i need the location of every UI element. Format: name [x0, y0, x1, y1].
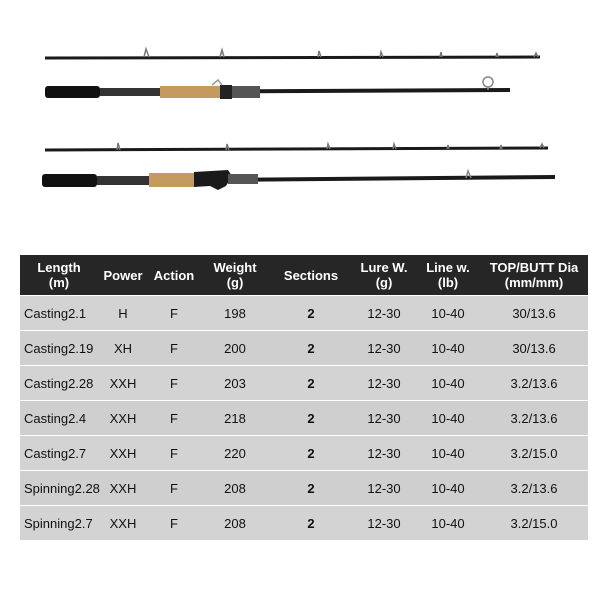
rod-2-butt-section	[42, 170, 555, 190]
header-lure-weight: Lure W. (g)	[360, 260, 408, 290]
cell-weight: 218	[224, 410, 246, 426]
header-weight: Weight (g)	[213, 260, 257, 290]
cell-power: XXH	[109, 480, 137, 496]
cell-top-butt-dia: 3.2/13.6	[510, 375, 558, 391]
cell-power: XXH	[109, 445, 137, 461]
header-power: Power	[103, 267, 143, 283]
cell-lure-weight: 12-30	[367, 305, 401, 321]
cell-length: Spinning2.7	[24, 515, 93, 531]
table-body	[20, 295, 588, 540]
cell-action: F	[170, 340, 178, 356]
cell-action: F	[170, 375, 178, 391]
header-line-weight: Line w. (lb)	[426, 260, 470, 290]
cell-action: F	[170, 515, 178, 531]
cell-lure-weight: 12-30	[367, 410, 401, 426]
header-sections: Sections	[283, 267, 339, 283]
table-row	[20, 435, 588, 470]
cell-power: XXH	[109, 375, 137, 391]
cell-sections: 2	[307, 515, 315, 531]
cell-line-weight: 10-40	[431, 340, 465, 356]
cell-top-butt-dia: 3.2/13.6	[510, 410, 558, 426]
cell-power: H	[118, 305, 128, 321]
cell-line-weight: 10-40	[431, 515, 465, 531]
rod-1-butt-section	[45, 77, 510, 99]
cell-power: XXH	[109, 515, 137, 531]
cell-top-butt-dia: 30/13.6	[512, 305, 556, 321]
cell-sections: 2	[307, 445, 315, 461]
table-row	[20, 365, 588, 400]
cell-line-weight: 10-40	[431, 305, 465, 321]
cell-line-weight: 10-40	[431, 445, 465, 461]
cell-top-butt-dia: 30/13.6	[512, 340, 556, 356]
cell-top-butt-dia: 3.2/15.0	[510, 445, 558, 461]
cell-sections: 2	[307, 480, 315, 496]
rod-product-image	[0, 0, 600, 240]
cell-line-weight: 10-40	[431, 375, 465, 391]
cell-length: Casting2.4	[24, 410, 87, 426]
cell-weight: 198	[224, 305, 246, 321]
table-header	[20, 255, 588, 295]
cell-length: Casting2.19	[24, 340, 94, 356]
header-action: Action	[153, 267, 195, 283]
table-row	[20, 470, 588, 505]
table-row	[20, 505, 588, 540]
cell-lure-weight: 12-30	[367, 375, 401, 391]
cell-top-butt-dia: 3.2/13.6	[510, 480, 558, 496]
cell-power: XXH	[109, 410, 137, 426]
cell-action: F	[170, 410, 178, 426]
cell-lure-weight: 12-30	[367, 480, 401, 496]
cell-lure-weight: 12-30	[367, 340, 401, 356]
cell-lure-weight: 12-30	[367, 445, 401, 461]
table-row	[20, 400, 588, 435]
cell-length: Spinning2.28	[24, 480, 100, 496]
table-row	[20, 330, 588, 365]
header-top-butt-dia: TOP/BUTT Dia (mm/mm)	[489, 260, 579, 290]
cell-action: F	[170, 480, 178, 496]
cell-weight: 203	[224, 375, 246, 391]
cell-weight: 208	[224, 515, 246, 531]
cell-lure-weight: 12-30	[367, 515, 401, 531]
spec-table	[20, 255, 588, 540]
cell-action: F	[170, 305, 178, 321]
cell-power: XH	[113, 340, 133, 356]
cell-weight: 208	[224, 480, 246, 496]
rod-2-tip-section	[45, 143, 548, 150]
cell-sections: 2	[307, 410, 315, 426]
cell-action: F	[170, 445, 178, 461]
header-length: Length (m)	[37, 260, 81, 290]
cell-weight: 200	[224, 340, 246, 356]
cell-sections: 2	[307, 305, 315, 321]
table-row	[20, 295, 588, 330]
cell-length: Casting2.7	[24, 445, 87, 461]
cell-sections: 2	[307, 340, 315, 356]
rod-1-tip-section	[45, 49, 540, 58]
cell-length: Casting2.28	[24, 375, 94, 391]
cell-length: Casting2.1	[24, 305, 87, 321]
cell-top-butt-dia: 3.2/15.0	[510, 515, 558, 531]
cell-weight: 220	[224, 445, 246, 461]
cell-sections: 2	[307, 375, 315, 391]
cell-line-weight: 10-40	[431, 410, 465, 426]
cell-line-weight: 10-40	[431, 480, 465, 496]
